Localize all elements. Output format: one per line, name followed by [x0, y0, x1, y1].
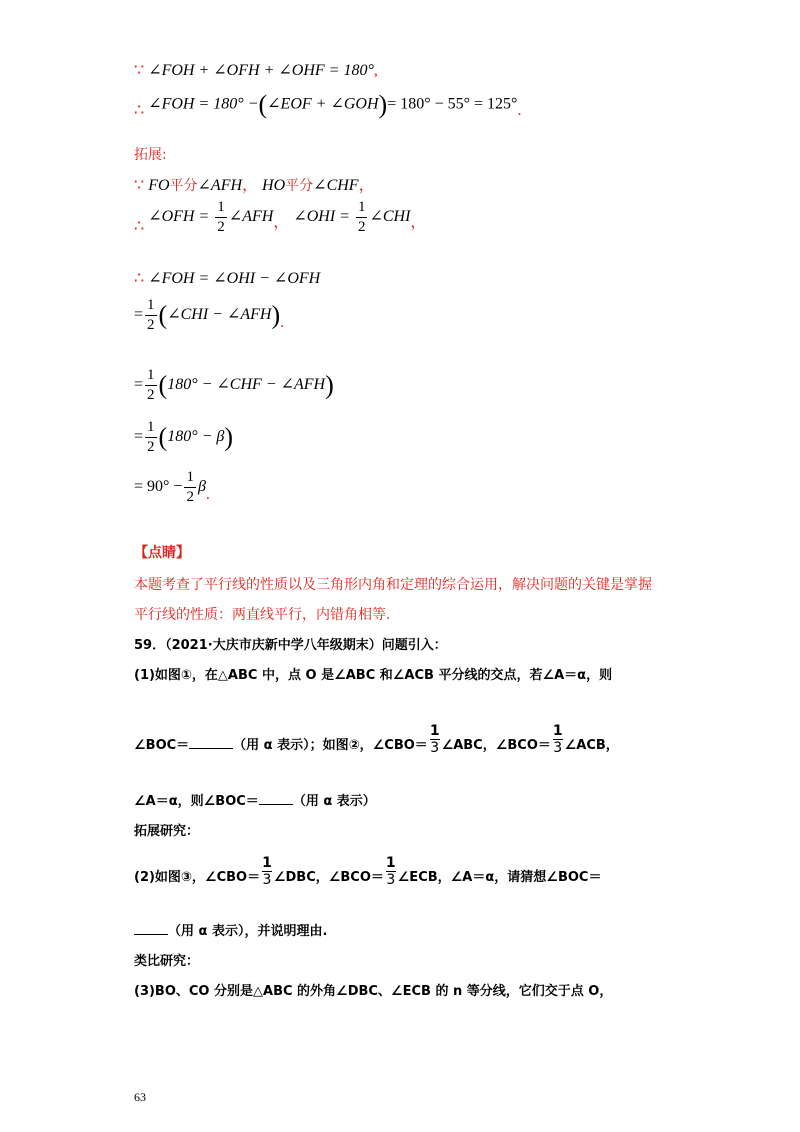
problem-title: 59．（2021·大庆市庆新中学八年级期末）问题引入：	[134, 638, 447, 653]
problem-part-1: (1)如图①，在△ABC 中，点 O 是∠ABC 和∠ACB 平分线的交点，若∠A＝α，则	[134, 668, 613, 683]
solution-line-2: ∴ ∠FOH = 180° −(∠EOF + ∠GOH)= 180° − 55° = 125°.	[134, 90, 522, 119]
comment-line-2: 平行线的性质：两直线平行，内错角相等.	[134, 607, 391, 623]
problem-part-1-line-2: ∠BOC＝ （用 α 表示）；如图②，∠CBO＝ $\frac{1}{3}$ ∠ABC，∠BCO＝ $\frac{1}{3}$ ∠ACB，	[134, 723, 619, 756]
extension-line-4: = $\frac{1}{2}$ (∠CHI − ∠AFH).	[134, 297, 285, 333]
problem-part-1-line-3: ∠A＝α，则∠BOC＝ （用 α 表示）	[134, 790, 376, 809]
solution-line-1: ∵ ∠FOH + ∠OFH + ∠OHF = 180°,	[134, 62, 378, 79]
extension-heading: 拓展:	[134, 147, 167, 163]
fraction-half: $\frac{1}{2}$	[147, 297, 155, 333]
extension-line-5: = $\frac{1}{2}$ (180° − ∠CHF − ∠AFH)	[134, 367, 334, 403]
fraction-half: $\frac{1}{2}$	[357, 199, 366, 235]
extension-line-2: ∴ ∠OFH = $\frac{1}{2}$ ∠AFH， ∠OHI = $\frac{1}{2}$ ∠CHI，	[134, 199, 427, 236]
extension-line-6: = $\frac{1}{2}$ (180° − β)	[134, 419, 234, 455]
because-symbol: ∵	[134, 62, 145, 79]
research-heading: 拓展研究：	[134, 824, 200, 839]
extension-line-7: = 90° − $\frac{1}{2}$ β.	[134, 469, 210, 505]
therefore-symbol: ∴	[134, 101, 145, 119]
analogy-heading: 类比研究：	[134, 954, 200, 969]
problem-part-2: (2)如图③，∠CBO＝ $\frac{1}{3}$ ∠DBC，∠BCO＝ $\frac{1}{3}$ ∠ECB，∠A＝α，请猜想∠BOC＝	[134, 855, 602, 888]
answer-blank	[134, 920, 168, 935]
comment-line-1: 本题考查了平行线的性质以及三角形内角和定理的综合运用，解决问题的关键是掌握	[134, 577, 652, 593]
page-number: 63	[134, 1090, 146, 1104]
fraction-half: $\frac{1}{2}$	[147, 419, 155, 455]
fraction-half: $\frac{1}{2}$	[147, 367, 155, 403]
fraction-third: $\frac{1}{3}$	[552, 723, 563, 756]
extension-line-1: ∵ FO平分∠AFH， HO平分∠CHF，	[134, 177, 375, 194]
fraction-third: $\frac{1}{3}$	[429, 723, 440, 756]
angle-sum-equation: ∠FOH + ∠OFH + ∠OHF = 180°	[148, 62, 374, 79]
problem-part-3: (3)BO、CO 分别是△ABC 的外角∠DBC、∠ECB 的 n 等分线，它们交于点 O，	[134, 984, 613, 999]
fraction-half: $\frac{1}{2}$	[217, 199, 225, 235]
fraction-third: $\frac{1}{3}$	[385, 855, 396, 888]
answer-blank	[259, 790, 293, 805]
fraction-half: $\frac{1}{2}$	[186, 469, 194, 505]
extension-line-3: ∴ ∠FOH = ∠OHI − ∠OFH	[134, 270, 321, 287]
fraction-third: $\frac{1}{3}$	[262, 855, 272, 888]
problem-part-2-line-2: （用 α 表示），并说明理由.	[134, 920, 327, 939]
answer-blank	[189, 734, 233, 749]
comment-heading: 【点睛】	[134, 545, 190, 561]
